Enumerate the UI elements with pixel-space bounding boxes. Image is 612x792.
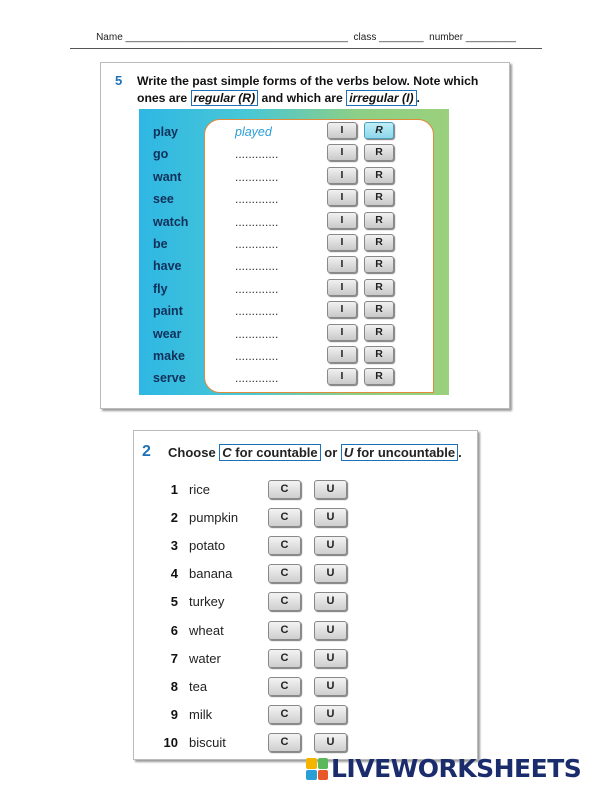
countable-button[interactable]: C xyxy=(268,705,301,724)
regular-button[interactable]: R xyxy=(364,144,394,161)
item-number: 10 xyxy=(163,734,178,750)
irregular-button[interactable]: I xyxy=(327,212,357,229)
exercise-instructions: Choose C for countable or U for uncountable . xyxy=(168,445,462,460)
irregular-button[interactable]: I xyxy=(327,279,357,296)
logo-square xyxy=(306,770,317,781)
logo-icon xyxy=(306,758,328,780)
answer-field[interactable]: ............. xyxy=(235,326,279,341)
item-number: 8 xyxy=(170,678,178,694)
irregular-button[interactable]: I xyxy=(327,256,357,273)
regular-button[interactable]: R xyxy=(364,301,394,318)
uncountable-button[interactable]: U xyxy=(314,508,347,527)
irregular-button[interactable]: I xyxy=(327,368,357,385)
regular-label: regular (R) xyxy=(191,90,259,106)
noun: turkey xyxy=(189,594,225,610)
countable-label: C for countable xyxy=(219,444,320,461)
answer-field[interactable]: ............. xyxy=(235,147,279,162)
verb: fly xyxy=(153,281,168,296)
student-info-header xyxy=(70,32,542,49)
regular-button[interactable]: R xyxy=(364,346,394,363)
answer-field[interactable]: ............. xyxy=(235,214,279,229)
verb: make xyxy=(153,349,185,363)
item-number: 7 xyxy=(170,650,178,666)
noun: potato xyxy=(189,538,226,554)
noun-row xyxy=(134,676,477,700)
regular-button[interactable]: R xyxy=(364,256,394,273)
irregular-button[interactable]: I xyxy=(327,122,357,139)
verb-row xyxy=(139,143,449,165)
logo-square xyxy=(318,758,329,769)
verb-panel xyxy=(139,109,449,395)
countable-button[interactable]: C xyxy=(268,621,301,640)
uncountable-button[interactable]: U xyxy=(314,564,347,583)
regular-button[interactable]: R xyxy=(364,167,394,184)
uncountable-button[interactable]: U xyxy=(314,621,347,640)
verb-row xyxy=(139,121,449,143)
noun: rice xyxy=(189,482,210,497)
verb-row xyxy=(139,300,449,322)
countable-button[interactable]: C xyxy=(268,649,301,668)
item-number: 5 xyxy=(170,594,178,610)
verb: be xyxy=(153,237,168,251)
verb: paint xyxy=(153,304,183,319)
noun: banana xyxy=(189,566,233,582)
noun: tea xyxy=(189,678,208,694)
uncountable-button[interactable]: U xyxy=(314,677,347,696)
noun: biscuit xyxy=(189,734,226,750)
answer-field[interactable]: ............. xyxy=(235,192,279,207)
verb: have xyxy=(153,259,182,274)
irregular-button[interactable]: I xyxy=(327,189,357,206)
regular-button[interactable]: R xyxy=(364,212,394,229)
verb-row xyxy=(139,166,449,188)
noun-row xyxy=(134,732,477,756)
noun-row xyxy=(134,479,477,503)
verb: go xyxy=(153,147,169,162)
item-number: 4 xyxy=(170,566,178,582)
answer-field[interactable]: ............. xyxy=(235,281,279,296)
answer-field[interactable]: ............. xyxy=(235,169,279,184)
logo-text: LIVEWORKSHEETS xyxy=(331,754,582,783)
item-number: 1 xyxy=(170,482,178,497)
verb-row xyxy=(139,255,449,277)
verb-row xyxy=(139,233,449,255)
noun-row xyxy=(134,648,477,672)
logo-square xyxy=(306,758,317,769)
noun: water xyxy=(189,650,221,666)
countable-button[interactable]: C xyxy=(268,733,301,752)
uncountable-button[interactable]: U xyxy=(314,480,347,499)
countable-button[interactable]: C xyxy=(268,564,301,583)
regular-button[interactable]: R xyxy=(364,279,394,296)
noun-row xyxy=(134,591,477,615)
item-number: 3 xyxy=(170,538,178,554)
verb-row xyxy=(139,278,449,300)
verb: wear xyxy=(153,326,182,341)
uncountable-button[interactable]: U xyxy=(314,733,347,752)
noun: pumpkin xyxy=(189,510,239,526)
uncountable-button[interactable]: U xyxy=(314,649,347,668)
uncountable-button[interactable]: U xyxy=(314,536,347,555)
verb-row xyxy=(139,188,449,210)
noun-row xyxy=(134,507,477,531)
irregular-button[interactable]: I xyxy=(327,234,357,251)
item-number: 6 xyxy=(170,622,178,638)
noun-row xyxy=(134,704,477,728)
answer-field[interactable]: played xyxy=(235,125,272,139)
irregular-button[interactable]: I xyxy=(327,301,357,318)
noun-row xyxy=(134,563,477,587)
uncountable-button[interactable]: U xyxy=(314,705,347,724)
regular-button[interactable]: R xyxy=(364,324,394,341)
header-text: Name ________________________________________ class ________ number _________ xyxy=(96,32,516,43)
verb-row xyxy=(139,345,449,367)
verb: play xyxy=(153,125,179,139)
noun-row xyxy=(134,535,477,559)
regular-button[interactable]: R xyxy=(364,234,394,251)
uncountable-button[interactable]: U xyxy=(314,592,347,611)
countable-button[interactable]: C xyxy=(268,592,301,611)
regular-button[interactable]: R xyxy=(364,122,394,139)
liveworksheets-logo xyxy=(306,756,606,782)
noun: milk xyxy=(189,706,213,722)
exercise-countable xyxy=(133,430,478,760)
verb-row xyxy=(139,211,449,233)
verb: watch xyxy=(153,214,189,229)
regular-button[interactable]: R xyxy=(364,368,394,385)
answer-field[interactable]: ............. xyxy=(235,371,279,386)
item-number: 9 xyxy=(170,706,178,722)
logo-square xyxy=(318,770,329,781)
countable-button[interactable]: C xyxy=(268,480,301,499)
verb: want xyxy=(153,169,182,184)
countable-button[interactable]: C xyxy=(268,508,301,527)
countable-button[interactable]: C xyxy=(268,536,301,555)
exercise-number: 2 xyxy=(142,443,151,460)
exercise-past-simple xyxy=(100,62,510,409)
verb-row xyxy=(139,367,449,389)
irregular-button[interactable]: I xyxy=(327,346,357,363)
answer-field[interactable]: ............. xyxy=(235,349,279,363)
answer-field[interactable]: ............. xyxy=(235,237,279,251)
noun-row xyxy=(134,620,477,644)
irregular-button[interactable]: I xyxy=(327,167,357,184)
irregular-button[interactable]: I xyxy=(327,324,357,341)
noun: wheat xyxy=(189,622,224,638)
answer-field[interactable]: ............. xyxy=(235,259,279,274)
irregular-label: irregular (I) xyxy=(346,90,416,106)
answer-field[interactable]: ............. xyxy=(235,304,279,319)
exercise-instructions: Write the past simple forms of the verbs below. Note which ones are regular (R) and which are irregular (I) . xyxy=(137,74,479,105)
verb-row xyxy=(139,323,449,345)
regular-button[interactable]: R xyxy=(364,189,394,206)
uncountable-label: U for uncountable xyxy=(341,444,458,461)
verb: serve xyxy=(153,371,186,386)
verb: see xyxy=(153,192,174,207)
countable-button[interactable]: C xyxy=(268,677,301,696)
exercise-number: 5 xyxy=(115,73,123,88)
item-number: 2 xyxy=(170,510,178,526)
irregular-button[interactable]: I xyxy=(327,144,357,161)
